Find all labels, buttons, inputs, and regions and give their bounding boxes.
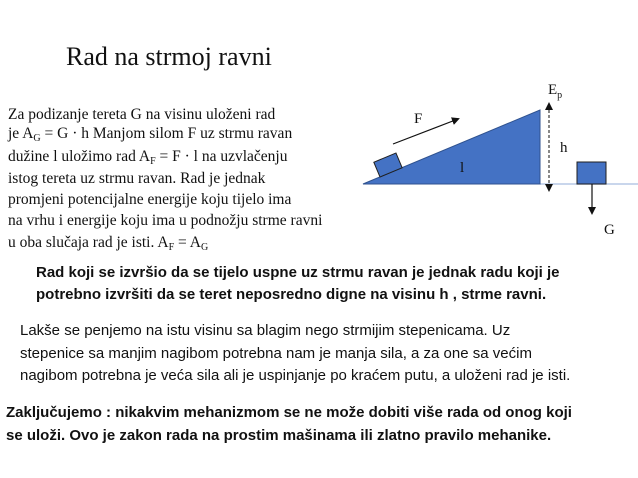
subscript: F <box>150 156 156 167</box>
intro-text: = A <box>174 234 201 251</box>
intro-text: dužine l uložimo rad A <box>8 148 151 165</box>
stairs-line-2: stepenice sa manjim nagibom potrebna nam je manja sila, a za one sa većim <box>20 345 532 362</box>
conclusion-line-1: Zaključujemo : nikakvim mehanizmom se ne može dobiti više rada od onog koji <box>6 404 572 421</box>
subscript: F <box>168 242 175 253</box>
statement-line-2: potrebno izvršiti da se teret neposredno digne na visinu h , strme ravni. <box>36 286 547 303</box>
conclusion-line-2: se uloži. Ovo je zakon rada na prostim mašinama ili zlatno pravilo mehanike. <box>6 427 552 444</box>
intro-text: u oba slučaja rad je isti. A <box>8 234 169 251</box>
block-lifted <box>577 162 606 184</box>
intro-text: promjeni potencijalne energije koju tijelo ima <box>8 191 292 208</box>
intro-text: = F · l na uzvlačenju <box>155 148 288 165</box>
force-label: F <box>414 111 423 127</box>
length-label: l <box>460 160 465 176</box>
intro-text: istog tereta uz strmu ravan. Rad je jednak <box>8 170 266 187</box>
force-arrow <box>393 119 458 144</box>
intro-text: = G · h Manjom silom F uz strmu ravan <box>40 125 293 142</box>
intro-text: Za podizanje tereta G na visinu uloženi rad <box>8 106 276 123</box>
statement-line-1: Rad koji se izvršio da se tijelo uspne uz strmu ravan je jednak radu koji je <box>36 264 560 281</box>
subscript: G <box>200 242 209 253</box>
weight-label: G <box>604 222 615 238</box>
intro-text: na vrhu i energije koju ima u podnožju strme ravni <box>8 212 323 229</box>
intro-text: je A <box>8 125 34 142</box>
subscript: G <box>33 133 41 144</box>
stairs-line-1: Lakše se penjemo na istu visinu sa blagim nego strmijim stepenicama. Uz <box>20 322 511 339</box>
height-label: h <box>560 140 568 156</box>
stairs-line-3: nagibom potrebna je veća sila ali je uspinjanje po kraćem putu, a uloženi rad je isti. <box>20 367 571 384</box>
energy-label: $E_p$ <box>548 82 563 101</box>
slide-title: Rad na strmoj ravni <box>66 42 272 71</box>
